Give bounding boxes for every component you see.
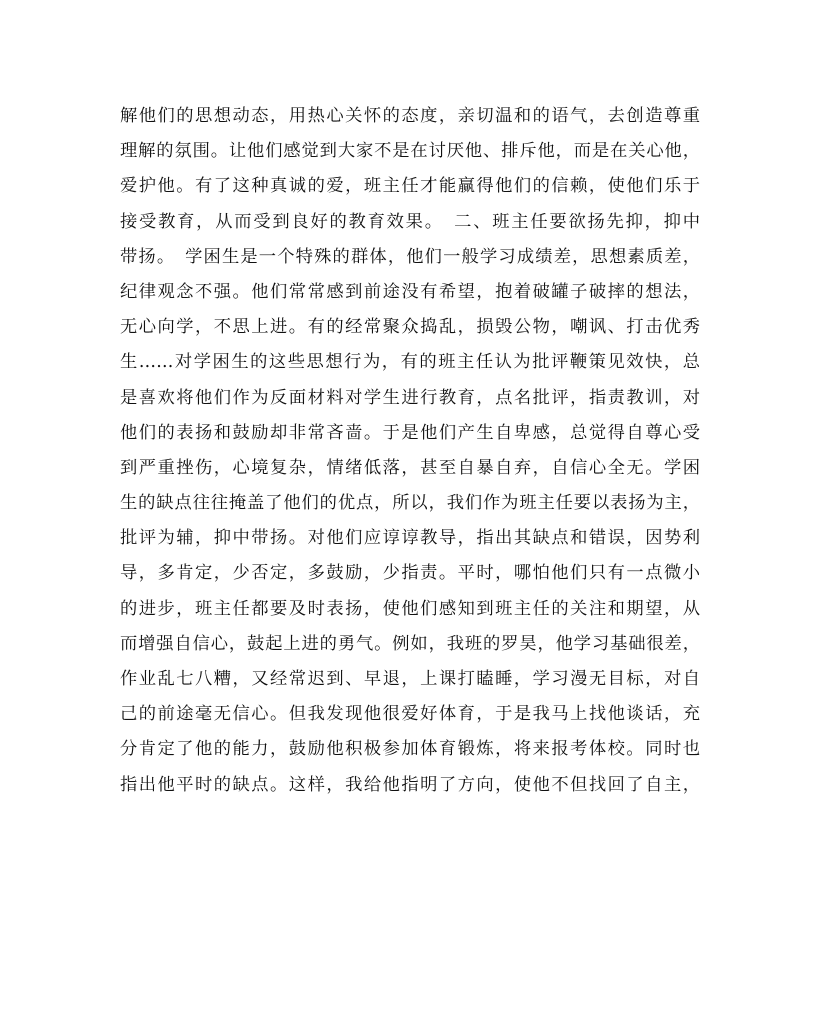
text-line: 导，多肯定，少否定，多鼓励，少指责。平时，哪怕他们只有一点微小	[120, 563, 700, 584]
text-line: 己的前途毫无信心。但我发现他很爱好体育，于是我马上找他谈话，充	[120, 704, 700, 725]
text-line: 带扬。 学困生是一个特殊的群体，他们一般学习成绩差，思想素质差，	[120, 246, 700, 267]
text-line: 他们的表扬和鼓励却非常吝啬。于是他们产生自卑感，总觉得自尊心受	[120, 422, 700, 443]
text-line: 作业乱七八糟，又经常迟到、早退，上课打瞌睡，学习漫无目标，对自	[120, 669, 700, 689]
text-line: 批评为辅，抑中带扬。对他们应谆谆教导，指出其缺点和错误，因势利	[120, 528, 700, 549]
text-line: 生的缺点往往掩盖了他们的优点，所以，我们作为班主任要以表扬为主，	[120, 493, 700, 514]
text-line: 指出他平时的缺点。这样，我给他指明了方向，使他不但找回了自主，	[120, 774, 700, 795]
text-line: 解他们的思想动态，用热心关怀的态度，亲切温和的语气，去创造尊重	[120, 106, 700, 126]
text-line: 分肯定了他的能力，鼓励他积极参加体育锻炼，将来报考体校。同时也	[120, 739, 700, 760]
text-line: 而增强自信心，鼓起上进的勇气。例如，我班的罗昊，他学习基础很差，	[120, 633, 700, 654]
text-line: 爱护他。有了这种真诚的爱，班主任才能赢得他们的信赖，使他们乐于	[120, 176, 700, 197]
text-line: 理解的氛围。让他们感觉到大家不是在讨厌他、排斥他，而是在关心他，	[120, 141, 700, 162]
body-text	[120, 99, 700, 803]
text-line: 生……对学困生的这些思想行为，有的班主任认为批评鞭策见效快，总	[120, 352, 700, 373]
text-line: 是喜欢将他们作为反面材料对学生进行教育，点名批评，指责教训，对	[120, 387, 700, 408]
text-line: 接受教育，从而受到良好的教育效果。 二、班主任要欲扬先抑，抑中	[120, 211, 700, 232]
text-line: 无心向学，不思上进。有的经常聚众捣乱，损毁公物，嘲讽、打击优秀	[120, 317, 700, 338]
text-line: 纪律观念不强。他们常常感到前途没有希望，抱着破罐子破摔的想法，	[120, 281, 700, 302]
text-line: 到严重挫伤，心境复杂，情绪低落，甚至自暴自弃，自信心全无。学困	[120, 457, 700, 478]
text-line: 的进步，班主任都要及时表扬，使他们感知到班主任的关注和期望，从	[120, 598, 700, 619]
